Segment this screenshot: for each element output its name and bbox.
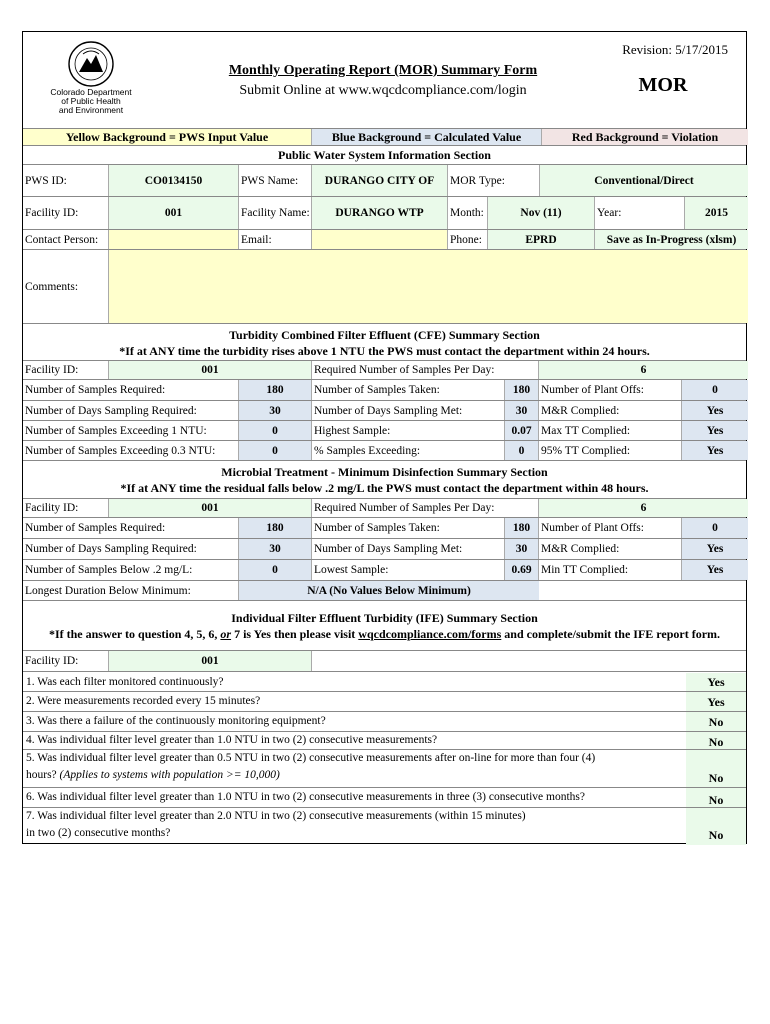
ife-question-1	[23, 673, 746, 692]
row-value: 30	[239, 539, 312, 559]
microbial-req-value: 6	[539, 499, 748, 517]
question-text: 6. Was individual filter level greater than 1.0 NTU in two (2) consecutive measurements in three (3) consecutive months?	[26, 791, 585, 803]
row-value: 180	[505, 380, 539, 400]
mor-form	[22, 31, 747, 844]
row-label: % Samples Exceeding:	[312, 441, 505, 460]
population-note: (Applies to systems with population >= 10,000)	[59, 769, 280, 781]
ife-forms-link[interactable]: wqcdcompliance.com/forms	[358, 627, 502, 641]
row-label: Number of Samples Exceeding 1 NTU:	[23, 421, 239, 440]
row-label: Number of Samples Exceeding 0.3 NTU:	[23, 441, 239, 460]
microbial-title: Microbial Treatment - Minimum Disinfection Summary Section	[221, 465, 548, 479]
ife-notice	[23, 626, 746, 642]
row-label: 95% TT Complied:	[539, 441, 682, 460]
pws-id-label: PWS ID:	[23, 165, 109, 196]
row-label: M&R Complied:	[539, 401, 682, 420]
row-label: Number of Plant Offs:	[539, 380, 682, 400]
pws-row-2	[23, 197, 746, 230]
row-value: 30	[505, 401, 539, 420]
microbial-req-label: Required Number of Samples Per Day:	[312, 499, 539, 517]
row-label: Number of Samples Required:	[23, 380, 239, 400]
facility-name-label: Facility Name:	[239, 197, 312, 229]
turbidity-req-label: Required Number of Samples Per Day:	[312, 361, 539, 379]
month-label: Month:	[448, 197, 488, 229]
comments-label: Comments:	[23, 250, 109, 323]
row-value: 0	[239, 560, 312, 580]
year-value[interactable]: 2015	[685, 197, 748, 229]
row-value: Yes	[682, 421, 748, 440]
mor-type-label: MOR Type:	[448, 165, 540, 196]
facility-name-value[interactable]: DURANGO WTP	[312, 197, 448, 229]
row-value: Yes	[682, 539, 748, 559]
pws-name-value[interactable]: DURANGO CITY OF	[312, 165, 448, 196]
row-value: 0	[682, 380, 748, 400]
phone-label: Phone:	[448, 230, 488, 249]
form-code: MOR	[638, 74, 688, 96]
row-label: Number of Samples Taken:	[312, 518, 505, 538]
save-in-progress-button[interactable]: Save as In-Progress (xlsm)	[595, 230, 748, 249]
answer-value[interactable]: Yes	[686, 692, 746, 711]
ife-question-6	[23, 788, 746, 808]
row-label: Number of Days Sampling Met:	[312, 401, 505, 420]
microbial-notice: *If at ANY time the residual falls below .2 mg/L the PWS must contact the department within 48 hours.	[120, 481, 649, 495]
ife-question-3	[23, 712, 746, 732]
ife-notice-text: 7 is Yes then please visit	[231, 627, 359, 641]
row-label: Number of Days Sampling Met:	[312, 539, 505, 559]
row-label: Min TT Complied:	[539, 560, 682, 580]
row-value: Yes	[682, 441, 748, 460]
question-line: 7. Was individual filter level greater than 2.0 NTU in two (2) consecutive measurements (within 15 minutes)	[26, 810, 526, 822]
phone-value[interactable]: EPRD	[488, 230, 595, 249]
email-label: Email:	[239, 230, 312, 249]
ife-facility-label: Facility ID:	[23, 651, 109, 671]
microbial-facility-row	[23, 498, 746, 518]
answer-value[interactable]: No	[686, 732, 746, 749]
summary-row	[23, 401, 746, 421]
email-value[interactable]	[312, 230, 448, 249]
row-label: M&R Complied:	[539, 539, 682, 559]
row-label: Number of Samples Taken:	[312, 380, 505, 400]
row-label: Number of Samples Required:	[23, 518, 239, 538]
form-subtitle: Submit Online at www.wqcdcompliance.com/login	[239, 83, 527, 98]
row-value: 0.07	[505, 421, 539, 440]
longest-duration-label: Longest Duration Below Minimum:	[23, 581, 239, 600]
question-text: 3. Was there a failure of the continuously monitoring equipment?	[26, 715, 326, 727]
ife-notice-text: *If the answer to question 4, 5, 6,	[48, 627, 221, 641]
summary-row	[23, 539, 746, 560]
ife-question-5	[23, 750, 746, 788]
turbidity-title: Turbidity Combined Filter Effluent (CFE) Summary Section	[229, 328, 540, 342]
row-label: Number of Days Sampling Required:	[23, 539, 239, 559]
question-line	[26, 767, 595, 784]
row-value: 0.69	[505, 560, 539, 580]
longest-duration-row	[23, 581, 746, 601]
facility-id-value[interactable]: 001	[109, 197, 239, 229]
legend-yellow: Yellow Background = PWS Input Value	[23, 129, 312, 145]
answer-value[interactable]: No	[686, 750, 746, 787]
dept-line: Colorado Department	[50, 87, 132, 97]
legend-red: Red Background = Violation	[542, 129, 748, 145]
form-title: Monthly Operating Report (MOR) Summary Form	[228, 63, 538, 78]
answer-value[interactable]: No	[686, 788, 746, 807]
row-label: Number of Samples Below .2 mg/L:	[23, 560, 239, 580]
row-value: 30	[505, 539, 539, 559]
comments-row	[23, 250, 746, 324]
row-value: 0	[682, 518, 748, 538]
summary-row	[23, 560, 746, 581]
agency-logo	[41, 40, 141, 120]
dept-line: and Environment	[58, 105, 124, 115]
ife-facility-row	[23, 650, 746, 672]
comments-input[interactable]	[109, 250, 748, 323]
question-text	[26, 750, 595, 784]
ife-facility-value: 001	[109, 651, 312, 671]
ife-question-7	[23, 808, 746, 845]
year-label: Year:	[595, 197, 685, 229]
row-value: 0	[239, 441, 312, 460]
pws-row-1	[23, 164, 746, 197]
row-value: 0	[239, 421, 312, 440]
question-text: 2. Were measurements recorded every 15 minutes?	[26, 695, 261, 707]
turbidity-facility-label: Facility ID:	[23, 361, 109, 379]
row-label: Lowest Sample:	[312, 560, 505, 580]
facility-id-label: Facility ID:	[23, 197, 109, 229]
row-value: Yes	[682, 401, 748, 420]
row-label: Number of Plant Offs:	[539, 518, 682, 538]
dept-name	[41, 88, 141, 115]
pws-row-3	[23, 230, 746, 250]
legend-blue: Blue Background = Calculated Value	[312, 129, 542, 145]
row-value: 180	[505, 518, 539, 538]
revision-date: Revision: 5/17/2015	[622, 42, 728, 57]
pws-section-title: Public Water System Information Section	[278, 148, 491, 162]
answer-value[interactable]: Yes	[686, 673, 746, 691]
legend-row	[23, 128, 746, 146]
microbial-facility-label: Facility ID:	[23, 499, 109, 517]
month-value[interactable]: Nov (11)	[488, 197, 595, 229]
question-line: in two (2) consecutive months?	[26, 827, 171, 839]
answer-value[interactable]: No	[686, 712, 746, 731]
summary-row	[23, 441, 746, 461]
contact-label: Contact Person:	[23, 230, 109, 249]
row-value: Yes	[682, 560, 748, 580]
ife-title: Individual Filter Effluent Turbidity (IFE) Summary Section	[231, 611, 538, 625]
question-line-text: hours?	[26, 769, 60, 781]
turbidity-req-value: 6	[539, 361, 748, 379]
pws-name-label: PWS Name:	[239, 165, 312, 196]
ife-question-2	[23, 692, 746, 712]
row-label: Highest Sample:	[312, 421, 505, 440]
ife-question-4	[23, 732, 746, 750]
row-label: Max TT Complied:	[539, 421, 682, 440]
row-label: Number of Days Sampling Required:	[23, 401, 239, 420]
summary-row	[23, 421, 746, 441]
question-text	[26, 808, 526, 842]
ife-notice-text: and complete/submit the IFE report form.	[501, 627, 721, 641]
ife-notice-or: or	[220, 627, 232, 641]
longest-duration-value: N/A (No Values Below Minimum)	[239, 581, 539, 600]
row-value: 180	[239, 380, 312, 400]
turbidity-facility-row	[23, 360, 746, 380]
row-value: 180	[239, 518, 312, 538]
summary-row	[23, 380, 746, 401]
mor-type-value[interactable]: Conventional/Direct	[540, 165, 748, 196]
question-text: 1. Was each filter monitored continuously?	[26, 676, 224, 688]
turbidity-notice: *If at ANY time the turbidity rises above 1 NTU the PWS must contact the department within 24 hours.	[119, 344, 650, 358]
row-value: 30	[239, 401, 312, 420]
question-text: 4. Was individual filter level greater than 1.0 NTU in two (2) consecutive measurements?	[26, 734, 438, 746]
turbidity-facility-value: 001	[109, 361, 312, 379]
answer-value[interactable]: No	[686, 808, 746, 845]
microbial-facility-value: 001	[109, 499, 312, 517]
contact-value[interactable]	[109, 230, 239, 249]
pws-id-value[interactable]: CO0134150	[109, 165, 239, 196]
summary-row	[23, 518, 746, 539]
question-line: 5. Was individual filter level greater than 0.5 NTU in two (2) consecutive measurements after on-line for more than four (4)	[26, 752, 596, 764]
state-seal-icon	[63, 40, 119, 88]
dept-line: of Public Health	[61, 96, 121, 106]
row-value: 0	[505, 441, 539, 460]
